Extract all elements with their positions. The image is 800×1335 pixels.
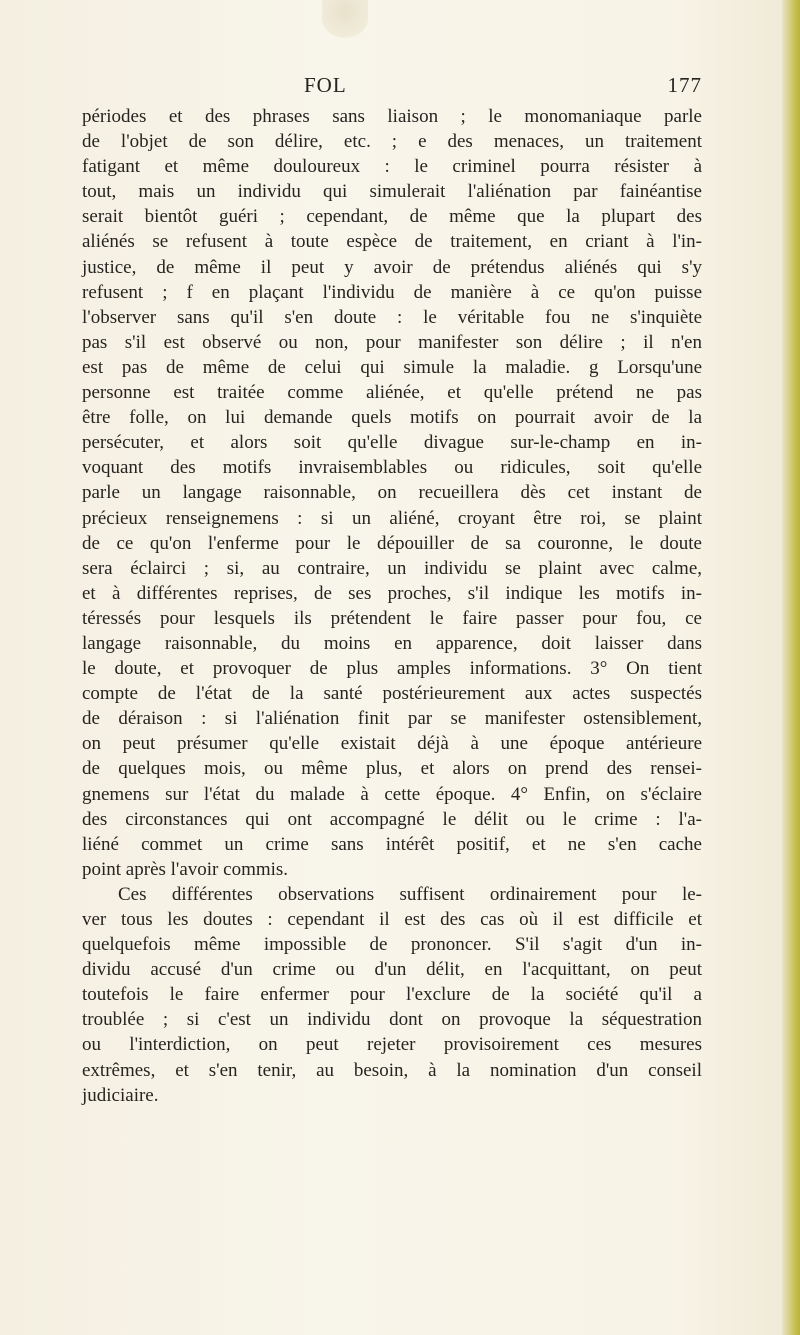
- text-line: de l'objet de son délire, etc. ; e des menaces, un traitement: [82, 131, 702, 153]
- text-line: serait bientôt guéri ; cependant, de même que la plupart des: [82, 206, 702, 228]
- running-head: [82, 73, 702, 103]
- text-line: voquant des motifs invraisemblables ou ridicules, soit qu'elle: [82, 457, 702, 479]
- text-line: aliénés se refusent à toute espèce de traitement, en criant à l'in-: [82, 231, 702, 253]
- text-line: langage raisonnable, du moins en apparence, doit laisser dans: [82, 632, 702, 654]
- text-line: on peut présumer qu'elle existait déjà à une époque antérieure: [82, 733, 702, 755]
- text-line: judiciaire.: [82, 1084, 159, 1106]
- text-line: sera éclairci ; si, au contraire, un individu se plaint avec calme,: [82, 557, 702, 579]
- text-line: quelquefois même impossible de prononcer. S'il s'agit d'un in-: [82, 934, 702, 956]
- text-line: de quelques mois, ou même plus, et alors on prend des rensei-: [82, 758, 702, 780]
- text-line: de ce qu'on l'enferme pour le dépouiller de sa couronne, le doute: [82, 532, 702, 554]
- text-line: refusent ; f en plaçant l'individu de manière à ce qu'on puisse: [82, 281, 702, 303]
- paragraph: [82, 882, 702, 1108]
- text-line: précieux renseignemens : si un aliéné, croyant être roi, se plaint: [82, 507, 702, 529]
- paragraph: [82, 104, 702, 882]
- running-title: FOL: [304, 73, 347, 97]
- text-line: justice, de même il peut y avoir de prétendus aliénés qui s'y: [82, 256, 702, 278]
- text-line: dividu accusé d'un crime ou d'un délit, en l'acquittant, on peut: [82, 959, 702, 981]
- text-line: liéné commet un crime sans intérêt positif, et ne s'en cache: [82, 833, 702, 855]
- text-line: téressés pour lesquels ils prétendent le faire passer pour fou, ce: [82, 607, 702, 629]
- text-line: gnemens sur l'état du malade à cette époque. 4° Enfin, on s'éclaire: [82, 783, 702, 805]
- text-line: point après l'avoir commis.: [82, 858, 289, 880]
- text-line: parle un langage raisonnable, on recueillera dès cet instant de: [82, 482, 702, 504]
- paper-stain: [322, 0, 368, 38]
- text-line: troublée ; si c'est un individu dont on provoque la séquestration: [82, 1009, 702, 1031]
- text-line: de déraison : si l'aliénation finit par se manifester ostensiblement,: [82, 708, 702, 730]
- text-line: ver tous les doutes : cependant il est des cas où il est difficile et: [82, 909, 702, 930]
- text-line: persécuter, et alors soit qu'elle divague sur-le-champ en in-: [82, 432, 702, 454]
- text-line: être folle, on lui demande quels motifs on pourrait avoir de la: [82, 407, 702, 429]
- text-line: des circonstances qui ont accompagné le délit ou le crime : l'a-: [82, 808, 702, 830]
- text-line: ou l'interdiction, on peut rejeter provisoirement ces mesures: [82, 1034, 702, 1056]
- text-line: Ces différentes observations suffisent ordinairement pour le-: [118, 883, 702, 905]
- text-line: tout, mais un individu qui simulerait l'aliénation par fainéantise: [82, 181, 702, 203]
- body-text: [82, 104, 702, 1108]
- text-line: personne est traitée comme aliénée, et qu'elle prétend ne pas: [82, 382, 702, 404]
- text-line: périodes et des phrases sans liaison ; le monomaniaque parle: [82, 106, 702, 127]
- text-line: est pas de même de celui qui simule la maladie. g Lorsqu'une: [82, 356, 702, 378]
- text-line: pas s'il est observé ou non, pour manifester son délire ; il n'en: [82, 331, 702, 353]
- text-line: extrêmes, et s'en tenir, au besoin, à la nomination d'un conseil: [82, 1059, 702, 1081]
- text-line: compte de l'état de la santé postérieurement aux actes suspectés: [82, 683, 702, 705]
- text-line: l'observer sans qu'il s'en doute : le véritable fou ne s'inquiète: [82, 306, 702, 328]
- page-number: 177: [667, 73, 702, 97]
- text-line: le doute, et provoquer de plus amples informations. 3° On tient: [82, 658, 702, 680]
- text-line: et à différentes reprises, de ses proches, s'il indique les motifs in-: [82, 582, 702, 604]
- text-line: fatigant et même douloureux : le criminel pourra résister à: [82, 156, 702, 178]
- page-edge-margin: [782, 0, 800, 1335]
- text-line: toutefois le faire enfermer pour l'exclure de la société qu'il a: [82, 984, 702, 1006]
